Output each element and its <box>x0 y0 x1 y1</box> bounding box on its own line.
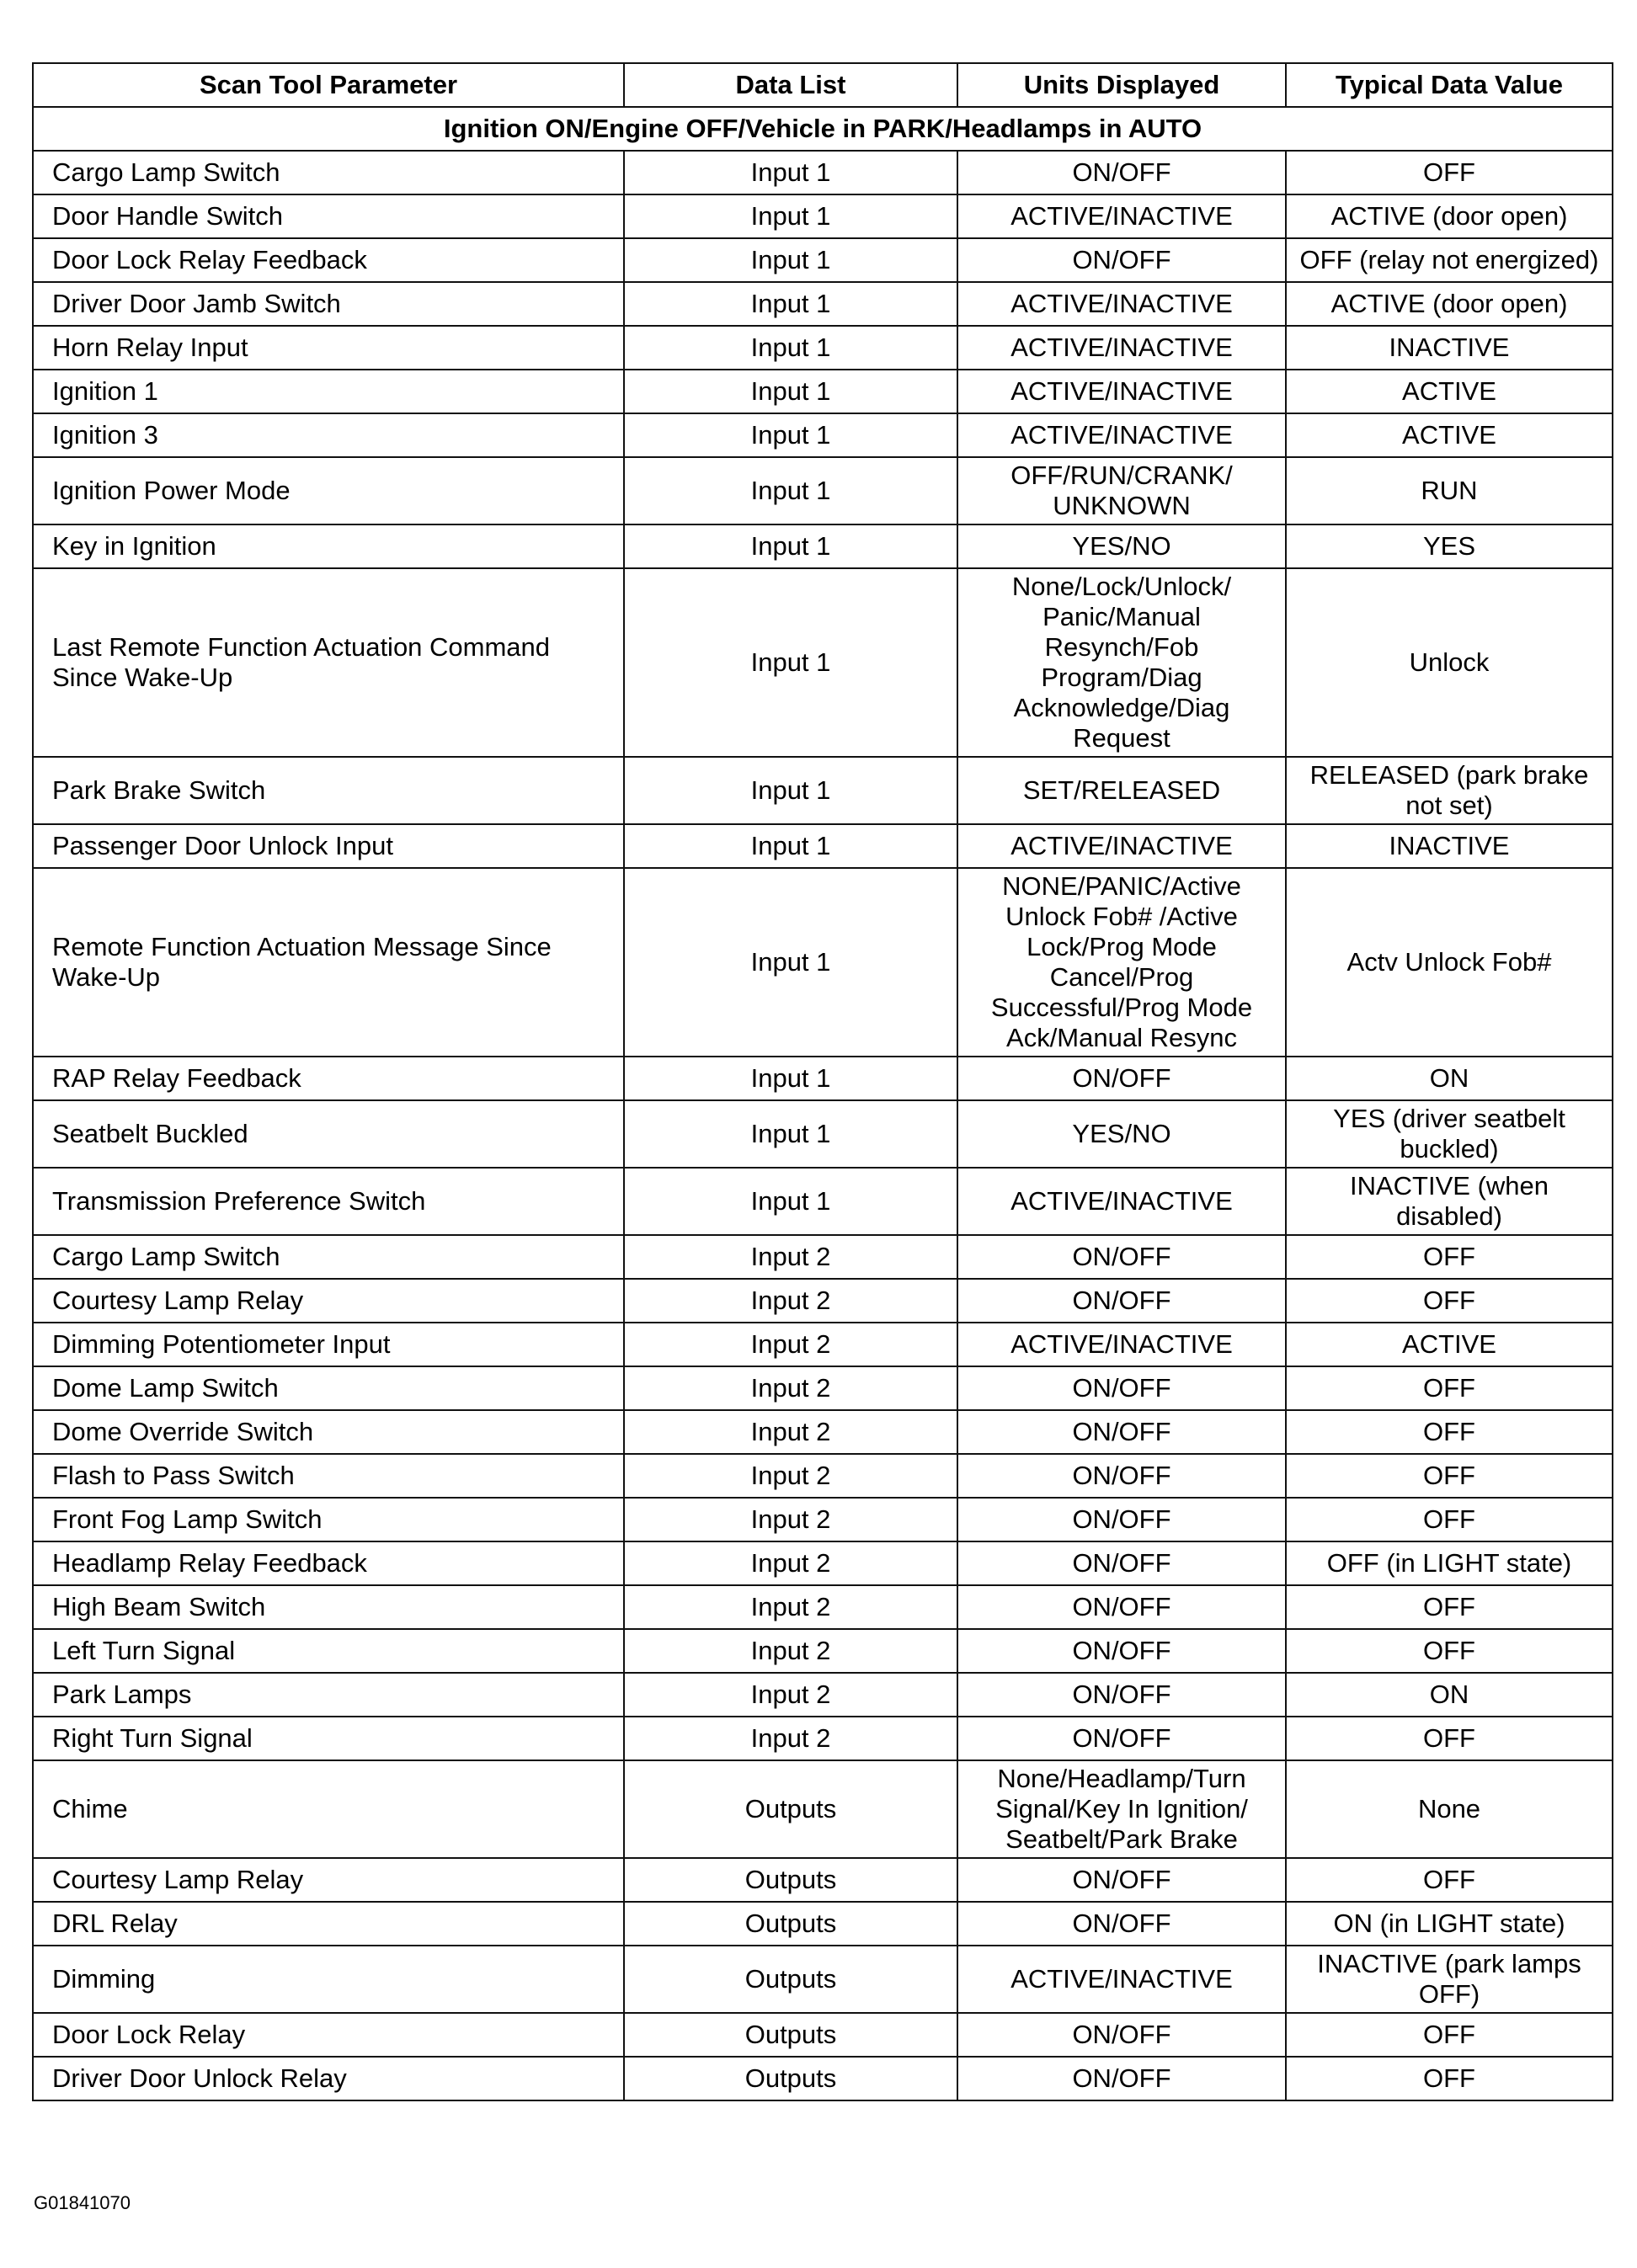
parameter-cell: Remote Function Actuation Message Since Wake-Up <box>33 868 624 1057</box>
table-row <box>33 282 1613 326</box>
data-list-cell: Outputs <box>624 2057 957 2100</box>
table-row <box>33 1454 1613 1498</box>
parameter-cell: Seatbelt Buckled <box>33 1100 624 1168</box>
typical-value-cell: OFF <box>1286 151 1613 194</box>
parameter-cell: Front Fog Lamp Switch <box>33 1498 624 1541</box>
units-cell: ON/OFF <box>957 1717 1286 1760</box>
header-row <box>33 63 1613 107</box>
table-row <box>33 151 1613 194</box>
parameter-cell: Transmission Preference Switch <box>33 1168 624 1235</box>
data-list-cell: Input 2 <box>624 1410 957 1454</box>
units-cell: ON/OFF <box>957 1410 1286 1454</box>
parameter-cell: Dimming Potentiometer Input <box>33 1323 624 1366</box>
units-cell: ACTIVE/INACTIVE <box>957 194 1286 238</box>
table-row <box>33 1585 1613 1629</box>
parameter-cell: Ignition 3 <box>33 413 624 457</box>
parameter-cell: Headlamp Relay Feedback <box>33 1541 624 1585</box>
data-list-cell: Input 1 <box>624 1168 957 1235</box>
table-row <box>33 1760 1613 1858</box>
section-title: Ignition ON/Engine OFF/Vehicle in PARK/Headlamps in AUTO <box>33 107 1613 151</box>
units-cell: ON/OFF <box>957 1673 1286 1717</box>
data-list-cell: Input 2 <box>624 1279 957 1323</box>
data-list-cell: Input 1 <box>624 568 957 757</box>
data-list-cell: Input 1 <box>624 326 957 370</box>
table-row <box>33 1858 1613 1902</box>
typical-value-cell: OFF (in LIGHT state) <box>1286 1541 1613 1585</box>
typical-value-cell: OFF <box>1286 1235 1613 1279</box>
data-list-cell: Input 1 <box>624 824 957 868</box>
typical-value-cell: ACTIVE <box>1286 1323 1613 1366</box>
units-cell: ON/OFF <box>957 1902 1286 1946</box>
section-row <box>33 107 1613 151</box>
typical-value-cell: OFF <box>1286 1717 1613 1760</box>
table-row <box>33 1946 1613 2013</box>
scan-tool-data-table <box>32 62 1613 2101</box>
units-cell: ON/OFF <box>957 1366 1286 1410</box>
data-list-cell: Input 2 <box>624 1629 957 1673</box>
typical-value-cell: Actv Unlock Fob# <box>1286 868 1613 1057</box>
table-row <box>33 1629 1613 1673</box>
units-cell: ON/OFF <box>957 1498 1286 1541</box>
typical-value-cell: INACTIVE (when disabled) <box>1286 1168 1613 1235</box>
table-row <box>33 1235 1613 1279</box>
data-list-cell: Input 2 <box>624 1585 957 1629</box>
typical-value-cell: RUN <box>1286 457 1613 524</box>
typical-value-cell: OFF (relay not energized) <box>1286 238 1613 282</box>
units-cell: ON/OFF <box>957 1629 1286 1673</box>
parameter-cell: Park Lamps <box>33 1673 624 1717</box>
data-list-cell: Outputs <box>624 2013 957 2057</box>
table-row <box>33 1057 1613 1100</box>
parameter-cell: Key in Ignition <box>33 524 624 568</box>
table-row <box>33 326 1613 370</box>
units-cell: ACTIVE/INACTIVE <box>957 370 1286 413</box>
parameter-cell: Dome Lamp Switch <box>33 1366 624 1410</box>
table-row <box>33 1279 1613 1323</box>
table-row <box>33 868 1613 1057</box>
units-cell: ON/OFF <box>957 238 1286 282</box>
data-list-cell: Outputs <box>624 1902 957 1946</box>
typical-value-cell: INACTIVE <box>1286 824 1613 868</box>
parameter-cell: Door Lock Relay Feedback <box>33 238 624 282</box>
parameter-cell: Chime <box>33 1760 624 1858</box>
header-data-list: Data List <box>624 63 957 107</box>
parameter-cell: Courtesy Lamp Relay <box>33 1858 624 1902</box>
typical-value-cell: OFF <box>1286 2013 1613 2057</box>
units-cell: YES/NO <box>957 524 1286 568</box>
parameter-cell: Park Brake Switch <box>33 757 624 824</box>
typical-value-cell: OFF <box>1286 1454 1613 1498</box>
table-row <box>33 524 1613 568</box>
parameter-cell: Left Turn Signal <box>33 1629 624 1673</box>
table-row <box>33 1902 1613 1946</box>
typical-value-cell: INACTIVE (park lamps OFF) <box>1286 1946 1613 2013</box>
units-cell: ACTIVE/INACTIVE <box>957 1946 1286 2013</box>
typical-value-cell: ACTIVE (door open) <box>1286 194 1613 238</box>
parameter-cell: Last Remote Function Actuation Command Since Wake-Up <box>33 568 624 757</box>
table-row <box>33 1410 1613 1454</box>
units-cell: ON/OFF <box>957 1454 1286 1498</box>
parameter-cell: Ignition Power Mode <box>33 457 624 524</box>
data-list-cell: Input 2 <box>624 1323 957 1366</box>
table-row <box>33 757 1613 824</box>
parameter-cell: Ignition 1 <box>33 370 624 413</box>
data-list-cell: Input 1 <box>624 151 957 194</box>
units-cell: None/Lock/Unlock/ Panic/Manual Resynch/Fob Program/Diag Acknowledge/Diag Request <box>957 568 1286 757</box>
units-cell: ACTIVE/INACTIVE <box>957 413 1286 457</box>
data-list-cell: Input 1 <box>624 868 957 1057</box>
units-cell: ON/OFF <box>957 1235 1286 1279</box>
parameter-cell: Door Lock Relay <box>33 2013 624 2057</box>
table-row <box>33 457 1613 524</box>
typical-value-cell: YES <box>1286 524 1613 568</box>
units-cell: ON/OFF <box>957 2057 1286 2100</box>
units-cell: SET/RELEASED <box>957 757 1286 824</box>
data-list-cell: Input 1 <box>624 757 957 824</box>
typical-value-cell: ACTIVE (door open) <box>1286 282 1613 326</box>
units-cell: ACTIVE/INACTIVE <box>957 282 1286 326</box>
table-row <box>33 1100 1613 1168</box>
table-row <box>33 2057 1613 2100</box>
table-row <box>33 1673 1613 1717</box>
data-list-cell: Input 1 <box>624 1100 957 1168</box>
parameter-cell: Flash to Pass Switch <box>33 1454 624 1498</box>
data-list-cell: Input 2 <box>624 1235 957 1279</box>
units-cell: ACTIVE/INACTIVE <box>957 1323 1286 1366</box>
header-typical-data-value: Typical Data Value <box>1286 63 1613 107</box>
typical-value-cell: RELEASED (park brake not set) <box>1286 757 1613 824</box>
parameter-cell: Right Turn Signal <box>33 1717 624 1760</box>
typical-value-cell: OFF <box>1286 1498 1613 1541</box>
parameter-cell: RAP Relay Feedback <box>33 1057 624 1100</box>
data-list-cell: Input 2 <box>624 1498 957 1541</box>
typical-value-cell: OFF <box>1286 1858 1613 1902</box>
table-row <box>33 2013 1613 2057</box>
units-cell: ON/OFF <box>957 151 1286 194</box>
parameter-cell: Courtesy Lamp Relay <box>33 1279 624 1323</box>
units-cell: OFF/RUN/CRANK/ UNKNOWN <box>957 457 1286 524</box>
header-scan-tool-parameter: Scan Tool Parameter <box>33 63 624 107</box>
units-cell: YES/NO <box>957 1100 1286 1168</box>
typical-value-cell: None <box>1286 1760 1613 1858</box>
units-cell: NONE/PANIC/Active Unlock Fob# /Active Lock/Prog Mode Cancel/Prog Successful/Prog Mode Ack/Manual Resync <box>957 868 1286 1057</box>
table-row <box>33 1366 1613 1410</box>
parameter-cell: Driver Door Unlock Relay <box>33 2057 624 2100</box>
table-row <box>33 1541 1613 1585</box>
units-cell: ACTIVE/INACTIVE <box>957 1168 1286 1235</box>
table-row <box>33 1323 1613 1366</box>
data-list-cell: Input 2 <box>624 1673 957 1717</box>
data-list-cell: Input 1 <box>624 1057 957 1100</box>
data-list-cell: Input 2 <box>624 1454 957 1498</box>
parameter-cell: Cargo Lamp Switch <box>33 1235 624 1279</box>
data-list-cell: Outputs <box>624 1946 957 2013</box>
typical-value-cell: YES (driver seatbelt buckled) <box>1286 1100 1613 1168</box>
data-list-cell: Outputs <box>624 1858 957 1902</box>
typical-value-cell: OFF <box>1286 1585 1613 1629</box>
table-row <box>33 370 1613 413</box>
parameter-cell: Passenger Door Unlock Input <box>33 824 624 868</box>
table-row <box>33 194 1613 238</box>
typical-value-cell: ON <box>1286 1057 1613 1100</box>
typical-value-cell: ACTIVE <box>1286 413 1613 457</box>
typical-value-cell: ACTIVE <box>1286 370 1613 413</box>
parameter-cell: High Beam Switch <box>33 1585 624 1629</box>
typical-value-cell: OFF <box>1286 1366 1613 1410</box>
typical-value-cell: OFF <box>1286 1279 1613 1323</box>
parameter-cell: Door Handle Switch <box>33 194 624 238</box>
parameter-cell: Dimming <box>33 1946 624 2013</box>
data-list-cell: Input 2 <box>624 1366 957 1410</box>
data-list-cell: Input 1 <box>624 524 957 568</box>
typical-value-cell: OFF <box>1286 1410 1613 1454</box>
units-cell: None/Headlamp/Turn Signal/Key In Ignition/ Seatbelt/Park Brake <box>957 1760 1286 1858</box>
data-list-cell: Input 1 <box>624 194 957 238</box>
figure-id: G01841070 <box>34 2192 131 2213</box>
table-row <box>33 238 1613 282</box>
data-list-cell: Input 2 <box>624 1541 957 1585</box>
data-list-cell: Outputs <box>624 1760 957 1858</box>
table-row <box>33 1168 1613 1235</box>
parameter-cell: Driver Door Jamb Switch <box>33 282 624 326</box>
table-row <box>33 1498 1613 1541</box>
table-row <box>33 1717 1613 1760</box>
units-cell: ON/OFF <box>957 1057 1286 1100</box>
data-list-cell: Input 1 <box>624 457 957 524</box>
units-cell: ON/OFF <box>957 1858 1286 1902</box>
table-row <box>33 568 1613 757</box>
parameter-cell: Horn Relay Input <box>33 326 624 370</box>
units-cell: ON/OFF <box>957 2013 1286 2057</box>
data-list-cell: Input 2 <box>624 1717 957 1760</box>
typical-value-cell: INACTIVE <box>1286 326 1613 370</box>
data-list-cell: Input 1 <box>624 370 957 413</box>
table-row <box>33 824 1613 868</box>
typical-value-cell: ON <box>1286 1673 1613 1717</box>
typical-value-cell: Unlock <box>1286 568 1613 757</box>
data-list-cell: Input 1 <box>624 238 957 282</box>
table-row <box>33 413 1613 457</box>
typical-value-cell: ON (in LIGHT state) <box>1286 1902 1613 1946</box>
parameter-cell: Dome Override Switch <box>33 1410 624 1454</box>
parameter-cell: DRL Relay <box>33 1902 624 1946</box>
units-cell: ON/OFF <box>957 1541 1286 1585</box>
data-list-cell: Input 1 <box>624 413 957 457</box>
header-units-displayed: Units Displayed <box>957 63 1286 107</box>
units-cell: ON/OFF <box>957 1279 1286 1323</box>
data-list-cell: Input 1 <box>624 282 957 326</box>
parameter-cell: Cargo Lamp Switch <box>33 151 624 194</box>
typical-value-cell: OFF <box>1286 2057 1613 2100</box>
units-cell: ACTIVE/INACTIVE <box>957 326 1286 370</box>
units-cell: ACTIVE/INACTIVE <box>957 824 1286 868</box>
typical-value-cell: OFF <box>1286 1629 1613 1673</box>
units-cell: ON/OFF <box>957 1585 1286 1629</box>
